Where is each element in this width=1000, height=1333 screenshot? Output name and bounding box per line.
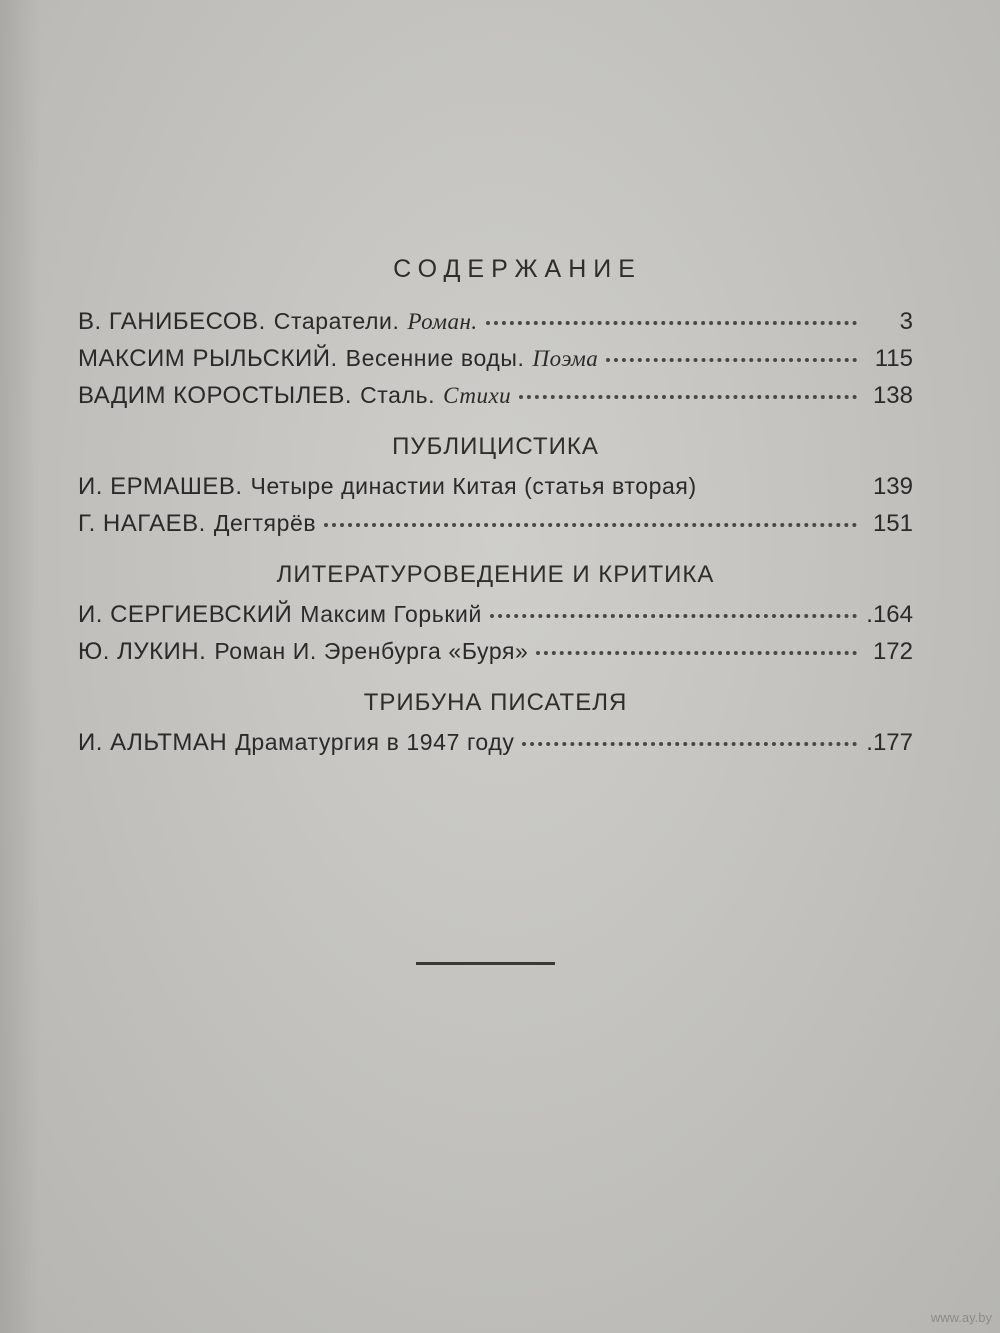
entry-work: Дегтярёв (213, 510, 317, 536)
entry-page-number: 3 (899, 308, 913, 335)
entry-author: Ю. ЛУКИН. (78, 638, 207, 665)
dot-leader (536, 651, 857, 655)
entry-author: Г. НАГАЕВ. (78, 510, 206, 537)
toc-entry (78, 638, 913, 675)
entry-page-number: 115 (874, 345, 913, 372)
toc-entry (78, 473, 913, 510)
section-title-publicistics: ПУБЛИЦИСТИКА (392, 433, 599, 460)
toc-entry (78, 729, 913, 766)
dot-leader (519, 395, 857, 399)
watermark: www.ay.by (930, 1310, 992, 1325)
entry-work: Четыре династии Китая (статья вторая) (250, 473, 697, 499)
dot-leader (490, 614, 857, 618)
entry-work: Старатели. (273, 308, 400, 334)
entry-author: И. АЛЬТМАН (78, 729, 228, 756)
entry-author: МАКСИМ РЫЛЬСКИЙ. (78, 345, 338, 372)
page-edge-shadow (0, 0, 40, 1333)
entry-page-number: .177 (866, 729, 913, 756)
dot-leader (486, 321, 857, 325)
toc-entry (78, 601, 913, 638)
dot-leader (705, 486, 857, 490)
entry-page-number: 151 (872, 510, 913, 537)
toc-title: СОДЕРЖАНИЕ (393, 255, 642, 283)
table-of-contents (78, 255, 913, 766)
entry-page-number: 139 (872, 473, 913, 500)
toc-entry (78, 345, 913, 382)
entry-work: Драматургия в 1947 году (235, 729, 515, 755)
toc-entry (78, 308, 913, 345)
entry-page-number: .164 (866, 601, 913, 628)
dot-leader (324, 523, 857, 527)
entry-page-number: 138 (872, 382, 913, 409)
entry-author: ВАДИМ КОРОСТЫЛЕВ. (78, 382, 353, 409)
entry-page-number: 172 (872, 638, 913, 665)
section-title-criticism: ЛИТЕРАТУРОВЕДЕНИЕ И КРИТИКА (276, 561, 715, 588)
entry-genre: Стихи (443, 383, 512, 408)
entry-genre: Поэма (532, 346, 599, 371)
entry-genre: Роман. (407, 309, 478, 334)
entry-work: Весенние воды. (345, 345, 525, 371)
entry-author: В. ГАНИБЕСОВ. (78, 308, 266, 335)
entry-work: Роман И. Эренбурга «Буря» (214, 638, 529, 664)
entry-author: И. СЕРГИЕВСКИЙ (78, 601, 293, 628)
dot-leader (606, 358, 857, 362)
section-title-tribune: ТРИБУНА ПИСАТЕЛЯ (363, 689, 628, 716)
closing-rule (416, 962, 555, 965)
entry-work: Максим Горький (300, 601, 482, 627)
dot-leader (522, 742, 857, 746)
toc-entry (78, 382, 913, 419)
entry-work: Сталь. (360, 382, 436, 408)
entry-author: И. ЕРМАШЕВ. (78, 473, 243, 500)
toc-entry (78, 510, 913, 547)
